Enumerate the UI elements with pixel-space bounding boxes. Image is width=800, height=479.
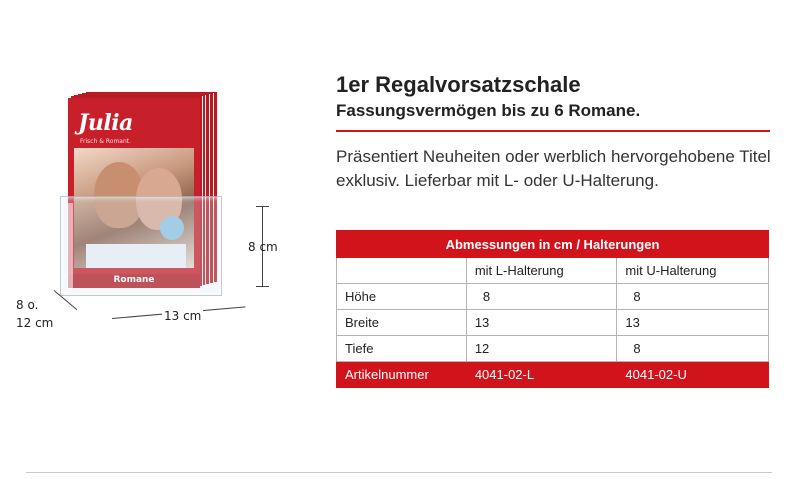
cover-band-label: Romane	[113, 275, 155, 285]
table-row	[337, 310, 769, 336]
table-row	[337, 336, 769, 362]
page-title: 1er Regalvorsatzschale	[336, 72, 581, 97]
row-label: Höhe	[337, 284, 467, 310]
height-label: 8 cm	[248, 240, 278, 254]
cell-u: 13	[617, 310, 769, 336]
divider	[336, 130, 770, 132]
bottom-divider	[26, 472, 772, 473]
table-caption-row	[337, 231, 769, 258]
table-header-cell	[337, 258, 467, 284]
table-row	[337, 284, 769, 310]
product-image	[60, 92, 230, 302]
table-caption: Abmessungen in cm / Halterungen	[337, 231, 769, 258]
cell-u: 4041-02-U	[617, 362, 769, 388]
table-header-cell: mit U-Halterung	[617, 258, 769, 284]
product-description: Präsentiert Neuheiten oder werblich hervorgehobene Titel exklusiv. Lieferbar mit L- oder U-Halterung.	[336, 147, 771, 190]
cover-title: Julia	[78, 110, 133, 136]
row-label: Tiefe	[337, 336, 467, 362]
width-label: 13 cm	[164, 309, 202, 323]
table-header-row	[337, 258, 769, 284]
table-row-article-number	[337, 362, 769, 388]
acrylic-tray	[60, 196, 222, 296]
row-label: Artikelnummer	[337, 362, 467, 388]
height-dimension-tick	[256, 206, 269, 207]
cell-u: 8	[617, 336, 769, 362]
table-header-cell: mit L-Halterung	[466, 258, 617, 284]
page-subtitle: Fassungsvermögen bis zu 6 Romane.	[336, 101, 641, 120]
row-label: Breite	[337, 310, 467, 336]
spec-table	[336, 230, 769, 388]
cell-l: 12	[466, 336, 617, 362]
cell-l: 4041-02-L	[466, 362, 617, 388]
cell-l: 8	[466, 284, 617, 310]
depth-label: 8 o.	[16, 298, 39, 312]
cell-l: 13	[466, 310, 617, 336]
height-dimension-tick	[256, 286, 269, 287]
cell-u: 8	[617, 284, 769, 310]
depth-label: 12 cm	[16, 316, 54, 330]
cover-subtitle: Frisch & Romant.	[80, 138, 132, 145]
